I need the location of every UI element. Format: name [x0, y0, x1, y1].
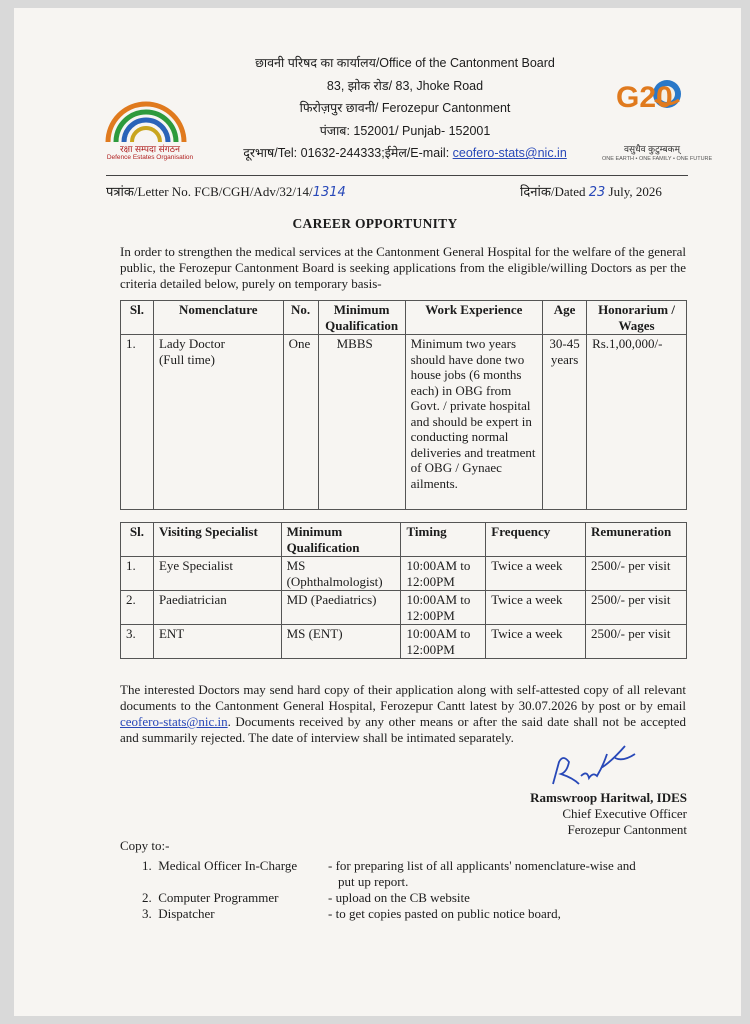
table-header-row — [121, 523, 687, 557]
table-row — [121, 335, 687, 510]
email-link[interactable]: ceofero-stats@nic.in — [120, 714, 228, 729]
closing-paragraph: The interested Doctors may send hard copy of their application along with self-attested copy of all relevant documents to the Cantonment General Hospital, Ferozepur Cantt latest by 30.07.2026 by post or by email ceofero-stats@nic.in. Documents received by any other means or after the said date shall not be accepted and summarily rejected. The date of interview shall be intimated separately. — [120, 682, 686, 745]
list-item-purpose: - upload on the CB website — [328, 890, 470, 905]
copy-to-heading: Copy to:- — [120, 838, 170, 853]
cell-age: 30-45 years — [543, 335, 587, 510]
cell-honorarium: Rs.1,00,000/- — [587, 335, 687, 510]
header-divider — [106, 175, 688, 176]
cell-no: One — [283, 335, 318, 510]
address-state: पंजाब: 152001/ Punjab- 152001 — [319, 123, 491, 138]
office-name: छावनी परिषद का कार्यालय/Office of the Cantonment Board — [255, 56, 555, 70]
g20-hindi-text: वसुधैव कुटुम्बकम् — [624, 144, 680, 154]
handwritten-date: 23 — [588, 185, 606, 200]
job-table — [120, 300, 687, 510]
letter-date: दिनांक/Dated 23 July, 2026 — [520, 184, 662, 200]
list-item: 1. Medical Officer In-Charge — [142, 858, 298, 873]
table-row: 2. Paediatrician MD (Paediatrics) 10:00AM to 12:00PM Twice a week 2500/- per visit — [121, 591, 687, 625]
signatory-name: Ramswroop Haritwal, IDES — [530, 790, 687, 805]
cell-sl: 1. — [121, 335, 154, 510]
table-row: 3. ENT MS (ENT) 10:00AM to 12:00PM Twice a week 2500/- per visit — [121, 625, 687, 659]
col-header: Timing — [401, 523, 486, 557]
col-header: Frequency — [486, 523, 586, 557]
col-header: Nomenclature — [153, 301, 283, 335]
col-header: Work Experience — [405, 301, 543, 335]
intro-paragraph: In order to strengthen the medical services at the Cantonment General Hospital for the welfare of the general public, the Ferozepur Cantonment Board is seeking applications from the eligible/willing Doctors as per the criteria detailed below, purely on temporary basis- — [120, 244, 686, 291]
page-title: CAREER OPPORTUNITY — [292, 216, 458, 231]
col-header: Honorarium / Wages — [587, 301, 687, 335]
email-link[interactable]: ceofero-stats@nic.in — [452, 146, 567, 160]
letterhead — [225, 52, 585, 165]
svg-text:G20: G20 — [616, 81, 673, 114]
handwritten-letter-no: 1314 — [312, 185, 346, 200]
letter-number: पत्रांक/Letter No. FCB/CGH/Adv/32/14/1314 — [106, 184, 346, 200]
g20-logo-icon — [610, 70, 690, 130]
logo-text-hindi: रक्षा सम्पदा संगठन — [119, 144, 181, 154]
signatory-block — [530, 790, 687, 838]
col-header: Minimum Qualification — [318, 301, 405, 335]
cell-experience: Minimum two years should have done two house jobs (6 months each) in OBG from Govt. / private hospital and should be expert in conducting normal deliveries and treatment of OBG / Gynaec ailments. — [405, 335, 543, 510]
logo-text-english: Defence Estates Organisation — [106, 154, 194, 161]
table-row: 1. Eye Specialist MS (Ophthalmologist) 10:00AM to 12:00PM Twice a week 2500/- per visit — [121, 557, 687, 591]
col-header: Sl. — [121, 301, 154, 335]
cell-qualification: MBBS — [318, 335, 405, 510]
address-road: 83, झोक रोड/ 83, Jhoke Road — [326, 78, 484, 93]
address-cantonment: फिरोज़पुर छावनी/ Ferozepur Cantonment — [299, 101, 511, 115]
signatory-designation: Chief Executive Officer — [562, 806, 687, 821]
list-item-purpose: - for preparing list of all applicants' nomenclature-wise and — [328, 858, 636, 873]
list-item-purpose: put up report. — [338, 874, 409, 889]
list-item: 3. Dispatcher — [142, 906, 215, 921]
g20-tagline: ONE EARTH • ONE FAMILY • ONE FUTURE — [602, 156, 713, 162]
list-item-purpose: - to get copies pasted on public notice board, — [328, 906, 561, 921]
specialist-table — [120, 522, 687, 659]
list-item: 2. Computer Programmer — [142, 890, 279, 905]
col-header: Age — [543, 301, 587, 335]
col-header: No. — [283, 301, 318, 335]
signatory-place: Ferozepur Cantonment — [567, 822, 687, 837]
col-header: Minimum Qualification — [281, 523, 401, 557]
signature-icon — [545, 732, 645, 792]
col-header: Visiting Specialist — [153, 523, 281, 557]
contact-line: दूरभाष/Tel: 01632-244333;ईमेल/E-mail: ceofero-stats@nic.in — [243, 146, 567, 160]
cell-nomenclature: Lady Doctor (Full time) — [153, 335, 283, 510]
col-header: Remuneration — [586, 523, 687, 557]
col-header: Sl. — [121, 523, 154, 557]
table-header-row — [121, 301, 687, 335]
